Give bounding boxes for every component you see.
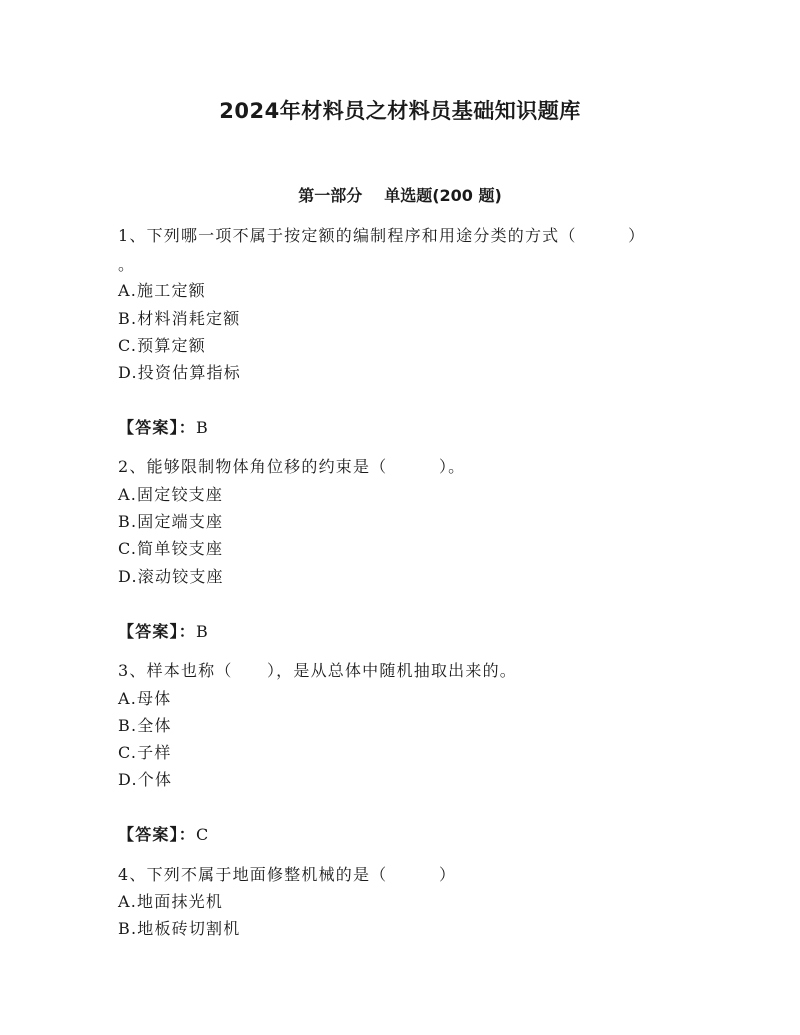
- option-a: A.地面抹光机: [118, 892, 224, 911]
- option-d: D.个体: [118, 770, 173, 789]
- section-part: 第一部分: [298, 186, 363, 205]
- document-title: 2024年材料员之材料员基础知识题库: [219, 99, 581, 123]
- answer-line: [118, 825, 209, 845]
- question-stem: 1、下列哪一项不属于按定额的编制程序和用途分类的方式（ ）: [118, 226, 646, 245]
- option-c: C.简单铰支座: [118, 539, 224, 558]
- option-b: B.固定端支座: [118, 512, 224, 531]
- question-stem: 4、下列不属于地面修整机械的是（ ）: [118, 865, 457, 884]
- option-d: D.滚动铰支座: [118, 567, 224, 586]
- option-c: C.预算定额: [118, 336, 206, 355]
- option-a: A.固定铰支座: [118, 485, 224, 504]
- answer-line: [118, 418, 209, 438]
- answer-label: 【答案】：: [118, 418, 197, 437]
- answer-line: [118, 622, 209, 642]
- option-b: B.地板砖切割机: [118, 919, 241, 938]
- option-d: D.投资估算指标: [118, 363, 241, 382]
- option-b: B.材料消耗定额: [118, 309, 241, 328]
- option-a: A.母体: [118, 689, 172, 708]
- option-b: B.全体: [118, 716, 172, 735]
- answer-label: 【答案】：: [118, 825, 197, 844]
- option-a: A.施工定额: [118, 281, 206, 300]
- answer-value: B: [196, 622, 209, 641]
- question-stem: 3、样本也称（ ），是从总体中随机抽取出来的。: [118, 661, 517, 680]
- answer-value: B: [196, 418, 209, 437]
- option-c: C.子样: [118, 743, 172, 762]
- answer-value: C: [196, 825, 210, 844]
- question-stem: 2、能够限制物体角位移的约束是（ ）。: [118, 457, 466, 476]
- section-heading: [0, 183, 800, 206]
- answer-label: 【答案】：: [118, 622, 197, 641]
- section-name: 单选题(200 题): [384, 186, 502, 205]
- question-stem-continuation: 。: [118, 255, 136, 274]
